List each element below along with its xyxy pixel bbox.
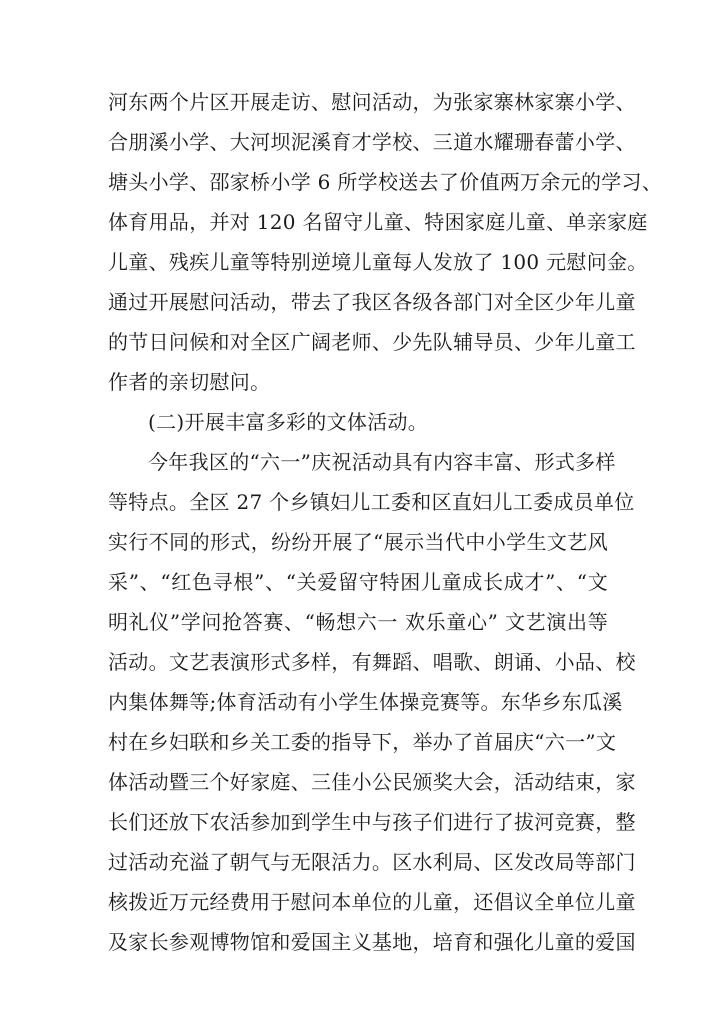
paragraph-line: 及家长参观博物馆和爱国主义基地，培育和强化儿童的爱国: [108, 930, 636, 954]
paragraph-line: 通过开展慰问活动，带去了我区各级各部门对全区少年儿童: [108, 290, 636, 314]
paragraph-line: 内集体舞等;体育活动有小学生体操竞赛等。东华乡东瓜溪: [108, 690, 623, 714]
paragraph-line: 核拨近万元经费用于慰问本单位的儿童，还倡议全单位儿童: [108, 890, 636, 914]
paragraph-line: 塘头小学、邵家桥小学 6 所学校送去了价值两万余元的学习、: [108, 170, 663, 194]
paragraph-line: 村在乡妇联和乡关工委的指导下，举办了首届庆“六一”文: [108, 730, 617, 754]
paragraph-line: 体活动暨三个好家庭、三佳小公民颁奖大会，活动结束，家: [108, 770, 636, 794]
paragraph-line: 儿童、残疾儿童等特别逆境儿童每人发放了 100 元慰问金。: [108, 250, 648, 274]
paragraph-line: 等特点。全区 27 个乡镇妇儿工委和区直妇儿工委成员单位: [108, 490, 635, 514]
paragraph-line: 作者的亲切慰问。: [108, 370, 271, 394]
paragraph-line: 合朋溪小学、大河坝泥溪育才学校、三道水耀珊春蕾小学、: [108, 130, 636, 154]
paragraph-line: 体育用品，并对 120 名留守儿童、特困家庭儿童、单亲家庭: [108, 210, 648, 234]
paragraph-line: 今年我区的“六一”庆祝活动具有内容丰富、形式多样: [148, 450, 616, 474]
paragraph-line: 过活动充溢了朝气与无限活力。区水利局、区发改局等部门: [108, 850, 636, 874]
section-heading: (二)开展丰富多彩的文体活动。: [148, 410, 429, 434]
paragraph-line: 的节日问候和对全区广阔老师、少先队辅导员、少年儿童工: [108, 330, 636, 354]
paragraph-line: 活动。文艺表演形式多样，有舞蹈、唱歌、朗诵、小品、校: [108, 650, 636, 674]
paragraph-line: 采”、“红色寻根”、“关爱留守特困儿童成长成才”、“文: [108, 570, 608, 594]
paragraph-line: 实行不同的形式，纷纷开展了“展示当代中小学生文艺风: [108, 530, 608, 554]
paragraph-line: 明礼仪”学问抢答赛、“畅想六一 欢乐童心” 文艺演出等: [108, 610, 608, 634]
paragraph-line: 长们还放下农活参加到学生中与孩子们进行了拔河竞赛，整: [108, 810, 636, 834]
paragraph-line: 河东两个片区开展走访、慰问活动，为张家寨林家寨小学、: [108, 90, 636, 114]
